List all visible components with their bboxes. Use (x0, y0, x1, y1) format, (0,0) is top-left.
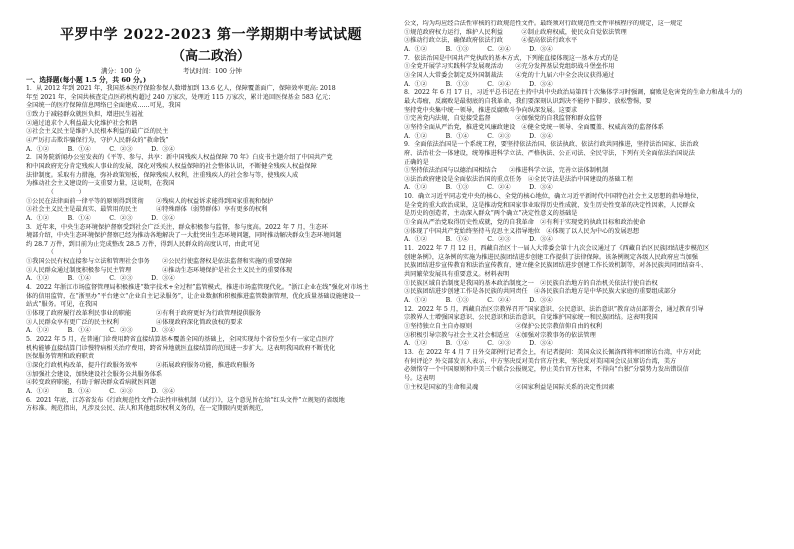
question-line: ①全面从严治党取得历史性成就，党的自我革命 ②有利于实现党的执政目标和政治使命 (404, 219, 646, 227)
question-line: ①坚持独立自主自办原则 ②保护公民宗教信仰自由的权利 (404, 322, 602, 330)
question-line: ③人民群众享有更广泛的民主权利 ④体现政府深化简政放权的要求 (26, 318, 243, 326)
question-line: 号。这表明 (404, 374, 435, 382)
question-line: 5．2022 年 5 月，在普通门诊费用跨省直接结算基本覆盖全国的基础上，全国实现每个省份至少有一家定点医疗 (26, 336, 334, 344)
question-line: ①主权是国家的生命和灵魂 ②国家利益是国际关系的决定性因素 (404, 383, 615, 391)
question-line: A．①② B．①④ C．②③ D．③④ (26, 145, 175, 153)
full-score: 满分：100 分 (101, 67, 141, 75)
question-line: ①全党开展学习实践科学发展观活动 ②充分发挥基层党组织战斗堡垒作用 (404, 63, 615, 71)
question-line: 约 28.7 万件，到目前为止完成整改 28.5 万件，得到人民群众的高度认可，由此可见 (26, 240, 260, 248)
question-line: ①民族区域自治制度是我国的基本政治制度之一 ②民族自治地方的自治机关依法行使自治权 (404, 279, 658, 287)
question-line: 公文，均为均应经合法性审核的行政规范性文件。最终须对行政规范性文件审核程序的规定，这一规定 (404, 20, 683, 27)
question-line: ③坚持全面从严治党，推进党风廉政建设 ④健全党统一领导、全面覆盖、权威高效的监督体系 (404, 123, 664, 131)
question-line: ①完善党内法规，自觉接受监督 ②加强党的自我监督和群众监督 (404, 115, 602, 123)
question-line: A．①② B．①④ C．②③ D．③④ (26, 327, 175, 335)
question-line: 府、法治社会一体建设，统筹推进科学立法、严格执法、公正司法、全民守法，下列有关全面依法治国说法 (404, 149, 695, 157)
question-line: ③法治政府建设是全面依法治国的重点任务 ④全民守法是法治中国建设的基础工程 (404, 175, 633, 183)
question-line: ①公民在法律面前一律平等的原则得到贯彻 ②残疾人的权益诉求能得到国家重视和保护 (26, 197, 274, 205)
question-line: ③全国人大常委会制定反外国制裁法 ④党的十九届六中全会决议获得通过 (404, 71, 615, 79)
question-line: 9．全面依法治国是一个系统工程，要坚持依法治国、依法执政、依法行政共同推进，坚持法治国家、法治政 (404, 141, 699, 149)
question-line: 医保服务管理和政府职责 (26, 353, 95, 361)
question-line: ①我国公民有权直接参与立法和管理社会事务 ②公民行使监督权是依法监督和实施的重要保障 (26, 258, 293, 266)
question-line: A．①② B．①④ C．②③ D．③④ (26, 387, 175, 395)
question-line: ①体现了政府履行改革利民事业的职能 ②有利于政府更好为行政管理提供服务 (26, 310, 262, 318)
question-line: A．①② B．①③ C．②④ D．③④ (404, 45, 553, 53)
question-line: 6．2021 年底，江苏省发布《行政规范性文件合法性审核机制（试行）》，这个意见旨在给“红头文件”立规矩的省级地 (26, 396, 345, 404)
question-line: 方标准。规范指出，凡涉及公民、法人和其他组织权利义务的，在一定期限内更新规范， (26, 405, 268, 413)
question-line: 最大毒瘤，反腐败是最彻底的自我革命，我们要深刻认识到决不能停下脚步、放松警惕，要 (404, 97, 652, 105)
question-line: 正确的是 (404, 158, 429, 166)
left-column (26, 26, 396, 414)
exam-title: 平罗中学 2022-2023 第一学期期中考试试题 (60, 27, 362, 43)
question-line: 10．确立习近平同志党中央的核心、全党的核心地位，确立习近平新时代中国特色社会主义思想的指导地位， (404, 193, 703, 201)
question-line: 7．依法治国是中国共产党执政的基本方式，下列能直接体现这一基本方式的是 (404, 54, 619, 62)
question-line: A．①② B．①④ C．②③ D．③④ (404, 236, 553, 244)
question-line: ③社会主义民主是维护人民根本利益的最广泛的民主 (26, 128, 169, 136)
question-line: 为推动社会主义建设的一支重要力量，这说明，在我国 (26, 180, 175, 188)
exam-time: 考试时间：100 分钟 (182, 67, 242, 75)
question-line: 有何评论？外交部发言人表示，中方坚决反对美台官方往来，坚决反对美国国会议员窜访台湾，美方 (404, 357, 677, 365)
question-line: ①致力于减轻群众就医负担，增进民生福祉 (26, 110, 144, 118)
question-line: ③民族团结进步创建工作是各民族的共同责任 ④各民族自治地方是中华民族大家庭的重要组成部分 (404, 288, 677, 296)
question-line: 共同繁荣发展具有重要意义。材料表明 (404, 271, 510, 279)
question-line: 体的信用监管，在“浙里办”平台建立“企业自主记录服务”，让企业数据和积极推进监管数据管理，优化质量基础设施建设一 (26, 292, 361, 300)
question-line: 必须恪守一个中国原则和中美三个联合公报规定，停止美台官方往来，不得向“台独”分裂势力发出错误信 (404, 366, 689, 374)
question-line: 法律制度。采取有力措施，弥补政策短板，保障残疾人权利，注重残疾人的社会参与等，使残疾人成 (26, 171, 299, 179)
question-line: ④转变政府职能，有助于解决群众看病就医问题 (26, 379, 156, 387)
question-line: 和中国政府充分肯定残疾人事业的发展，深化对残疾人权益保障的社会整体认识，不断健全残疾人权益保障 (26, 162, 317, 170)
question-line: ③人民群众通过制度积极参与民主管理 ④推动生态环境保护是社会主义民主的重要体现 (26, 266, 293, 274)
question-line: ①坚持依法治国与以德治国相结合 ②推进科学立法，完善立法体制机制 (404, 167, 609, 175)
question-line: 是全党的重大政治成果，这是推动党和国家事业取得历史性成就、发生历史性变革的决定性因素，人民群众 (404, 201, 695, 209)
left-questions (26, 85, 396, 414)
question-line: 民族团结进步宣传教育和法治宣传教育，建立健全民族团结进步创建工作长效机制等，对各民族共同团结奋斗、 (404, 262, 708, 270)
right-column (404, 20, 778, 392)
question-line: A．①② B．①④ C．②③ D．③④ (26, 214, 175, 222)
question-line: A．①② B．①③ C．②④ D．③④ (404, 297, 553, 304)
question-line: 11．2022 年 7 月 12 日，西藏自治区十一届人大常委会第十九次会议通过了《西藏自治区民族团结进步模范区 (404, 245, 710, 253)
question-line: ③推动行政立法，确保政府依法行政 ④提高依法行政水平 (404, 37, 578, 45)
question-line: ②通过追求个人利益最大化维护社会和谐 (26, 119, 138, 127)
question-line: 创建条例》，这条例的实施为推进民族团结进步创建工作提供了法律保障。该条例规定各级人民政府应当加强 (404, 253, 698, 261)
question-line: ④严厉打击欺诈骗保行为，守护人民群众的“救命钱” (26, 136, 169, 144)
exam-meta (26, 67, 396, 76)
question-line: 13．在 2022 年 4 月 7 日外交部例行记者会上，有记者提问：美国众议长佩洛西将率团窜访台湾，中方对此 (404, 348, 701, 356)
question-line: （ ） (26, 249, 85, 257)
question-line: 坚持党中央集中统一领导，推进反腐败斗争向纵深发展。这要求 (404, 106, 578, 114)
question-line: 站式”服务。可见，在我国 (26, 301, 98, 309)
question-line: 12．2022 年 5 月，西藏自治区宗教界召开“国家意识、公民意识、法治意识”教育动员部署会，通过教育引导 (404, 305, 704, 313)
question-line: 4．2022 年浙江市场监督管理局积极推进“数字技术+全过程”监管模式，推进市场监管现代化。“浙江企业在线”强化对市场主 (26, 284, 369, 292)
question-line: ③积极引导宗教与社会主义社会相适应 ④加强对宗教事务的依法管理 (404, 331, 596, 339)
question-line: 年至 2021 年，全国共核查定点医药机构超过 240 万家次，处理近 115 万家次，累计追回医保基金 583 亿元； (26, 93, 335, 101)
question-line: ①深化行政机构改革，提升行政服务效率 ②拓展政府服务功能，推进政府服务 (26, 362, 255, 369)
question-line: 是历史的创造者，主动深入群众“两个确立”决定性意义的基础是 (404, 210, 578, 218)
question-line: A．①② B．①③ C．②④ D．③④ (404, 80, 553, 88)
question-line: ①规范政府权力运行，维护人民利益 ②制止政府权威，使民众自觉依法管理 (404, 28, 627, 36)
question-line: 宗教界人士增强国家意识、公民意识和法治意识，自觉维护国家统一和民族团结。这表明我国 (404, 314, 658, 322)
question-line: 8．2022 年 6 月 17 日，习近平总书记在主持中共中央政治局第四十次集体学习时强调，腐败是危害党的生命力和战斗力的 (404, 89, 743, 97)
question-line: ③加强社会建设，加快建设社会服务公共服务体系 (26, 370, 163, 378)
question-line: A．①② B．①④ C．②③ D．③④ (404, 132, 553, 140)
question-line: 3．近年来，中央生态环境保护督察受到社会广泛关注，群众积极参与监督，参与度高。2022 年 7 月，生态环 (26, 223, 328, 231)
question-line: 1．从 2012 年到 2021 年，我国基本医疗保险参保人数增加到 13.6 亿人，保障覆盖面广，保障效率更高: 2018 (26, 85, 336, 92)
right-questions (404, 20, 778, 392)
exam-subject: （高二政治） (171, 49, 250, 64)
question-line: A．①② B．①③ C．②④ D．③④ (404, 184, 553, 192)
question-line: 境部介绍，中央生态环境保护督察已经为推动各地解决了一大批突出生态环境问题，同时推动解决群众生态环境问题 (26, 232, 342, 240)
section-heading: 一、选择题(每小题 1.5 分，共 60 分。) (26, 76, 147, 84)
question-line: 机构能够直接结算门诊慢特病相关治疗费用，跨省异地就医直接结算的范围进一步扩大。这表明我国政府不断优化 (26, 344, 336, 352)
question-line: ③体现了中国共产党始终坚持马克思主义指导地位 ④体现了以人民为中心的发展思想 (404, 227, 640, 235)
question-line: 全国统一的医疗保障信息网络已全面建成……可见，我国 (26, 102, 181, 110)
question-line: 2．国务院新闻办公室发表的《平等、参与、共享：新中国残疾人权益保障 70 年》白皮书主题介绍了中国共产党 (26, 154, 333, 162)
question-line: A．①② B．①④ C．②③ D．③④ (404, 340, 553, 348)
question-line: ③社会主义民主是最真实、最管用的民主 ④特殊群体（弱势群体）享有更多的权利 (26, 206, 268, 214)
question-line: A．①② B．①④ C．②③ D．③④ (26, 275, 175, 283)
question-line: （ ） (26, 188, 85, 196)
